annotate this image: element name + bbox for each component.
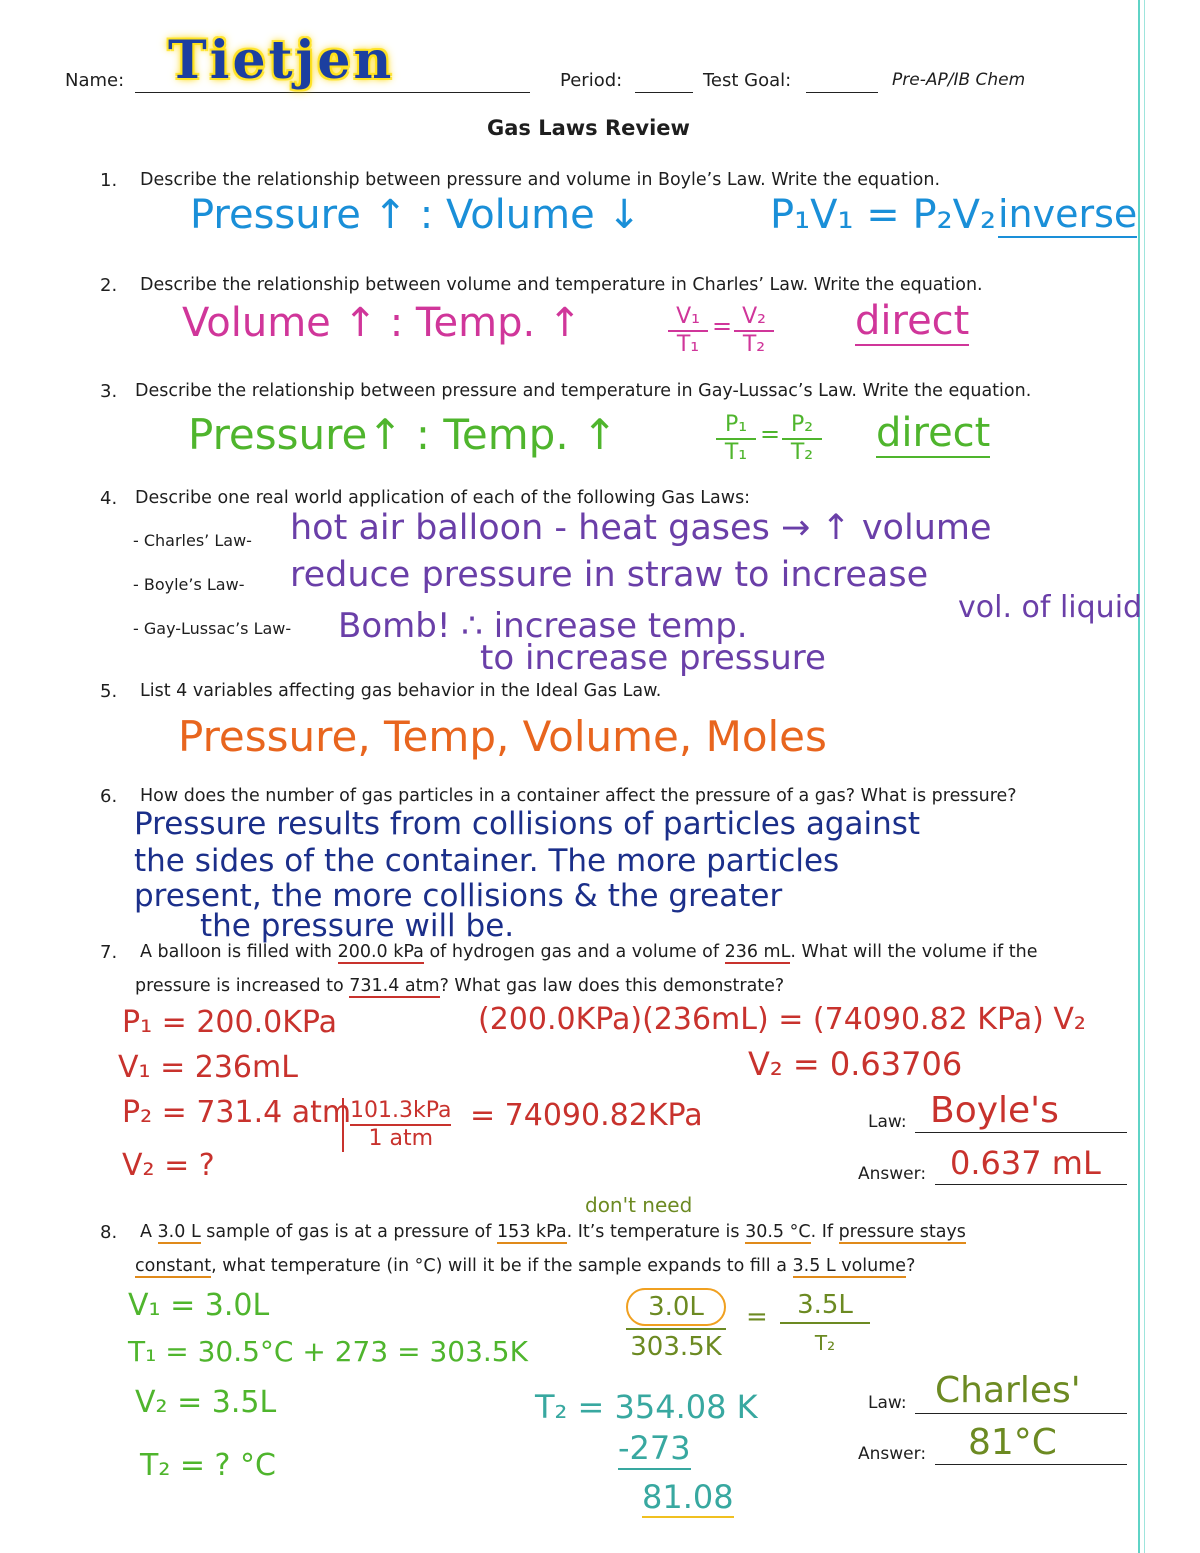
- q8-answer-value: 81°C: [968, 1422, 1057, 1463]
- q3-number: 3.: [100, 381, 118, 402]
- q2-text: Describe the relationship between volume and temperature in Charles’ Law. Write the equation.: [140, 275, 983, 295]
- q8-text: [140, 1222, 966, 1242]
- q8-equals: =: [746, 1302, 768, 1332]
- q4-boyle-answer-2: vol. of liquid: [958, 590, 1143, 625]
- q2-fraction-1: [668, 304, 708, 358]
- name-field[interactable]: [135, 92, 530, 93]
- q2-fraction-2: [734, 304, 774, 358]
- q7-work-line: P₁ = 200.0KPa: [122, 1005, 338, 1040]
- q7-atm: 731.4 atm: [349, 976, 440, 996]
- q8-minus: -273: [618, 1428, 691, 1470]
- q7-text-e: ? What gas law does this demonstrate?: [439, 976, 785, 996]
- q4-boyle-answer: reduce pressure in straw to increase: [290, 555, 929, 595]
- q7-text: [140, 942, 1037, 962]
- q7-law-field[interactable]: [915, 1132, 1127, 1133]
- q3-frac-num-1: P₁: [716, 412, 756, 440]
- q3-frac-den-2: T₂: [790, 440, 814, 465]
- q8-answer-field[interactable]: [935, 1464, 1127, 1465]
- period-label: Period:: [560, 70, 623, 91]
- q7-conv-result: = 74090.82KPa: [470, 1098, 703, 1133]
- q4-text: Describe one real world application of each of the following Gas Laws:: [135, 488, 751, 508]
- q7-law-value: Boyle's: [930, 1090, 1059, 1131]
- name-value: Tietjen: [168, 30, 395, 91]
- q7-work-right-2: V₂ = 0.63706: [748, 1045, 963, 1083]
- q8-frac-num-2: 3.5L: [780, 1288, 870, 1324]
- margin-line-2: [1144, 0, 1145, 1553]
- page-title: Gas Laws Review: [487, 116, 690, 140]
- q7-ml: 236 mL: [724, 942, 791, 962]
- q7-text-a: A balloon is filled with: [140, 942, 338, 962]
- q1-answer: Pressure ↑ : Volume ↓: [190, 192, 641, 238]
- q8-work-line: V₂ = 3.5L: [135, 1385, 277, 1420]
- q6-text: How does the number of gas particles in a container affect the pressure of a gas? What is pressure?: [140, 786, 1017, 806]
- name-label: Name:: [65, 70, 125, 91]
- q4-charles-label: - Charles’ Law-: [133, 531, 252, 550]
- q4-gay-answer: Bomb! ∴ increase temp.: [338, 606, 748, 646]
- q1-type: inverse: [998, 192, 1138, 236]
- q8-fraction-1: [626, 1288, 726, 1364]
- q8-text-a: A: [140, 1222, 158, 1242]
- test-goal-field[interactable]: [806, 92, 878, 93]
- q7-text-2: [135, 976, 784, 996]
- q8-number: 8.: [100, 1222, 118, 1243]
- q4-gay-label: - Gay-Lussac’s Law-: [133, 619, 292, 638]
- q8-vol1: 3.0 L: [157, 1222, 201, 1242]
- q8-text-f: ?: [906, 1256, 916, 1276]
- q1-number: 1.: [100, 170, 118, 191]
- q2-frac-num-1: V₁: [668, 304, 708, 332]
- q7-work-line: V₂ = ?: [122, 1148, 215, 1183]
- q2-answer: Volume ↑ : Temp. ↑: [182, 300, 582, 346]
- q3-type: direct: [876, 410, 991, 456]
- q8-note: don't need: [585, 1193, 693, 1217]
- q7-kpa: 200.0 kPa: [337, 942, 424, 962]
- q8-vol2: 3.5 L volume: [792, 1256, 907, 1276]
- q7-text-b: of hydrogen gas and a volume of: [423, 942, 725, 962]
- q2-equals: =: [712, 312, 733, 340]
- q7-answer-label: Answer:: [858, 1164, 927, 1184]
- q7-answer-value: 0.637 mL: [950, 1144, 1101, 1182]
- q7-text-d: pressure is increased to: [135, 976, 350, 996]
- q8-work-line: V₁ = 3.0L: [128, 1288, 270, 1323]
- q3-frac-den-1: T₁: [724, 440, 748, 465]
- q8-law-field[interactable]: [915, 1413, 1127, 1414]
- q8-work-line: T₁ = 30.5°C + 273 = 303.5K: [128, 1335, 528, 1368]
- q2-frac-num-2: V₂: [734, 304, 774, 332]
- q2-frac-den-1: T₁: [676, 332, 700, 357]
- q8-law-label: Law:: [868, 1393, 907, 1413]
- q8-work-line: T₂ = ? °C: [140, 1448, 276, 1483]
- q4-number: 4.: [100, 488, 118, 509]
- q2-frac-den-2: T₂: [742, 332, 766, 357]
- q5-number: 5.: [100, 681, 118, 702]
- q8-pressure: 153 kPa: [496, 1222, 567, 1242]
- q7-conv-top: 101.3kPa: [350, 1098, 451, 1126]
- q7-conv-bottom: 1 atm: [368, 1126, 433, 1151]
- q7-number: 7.: [100, 942, 118, 963]
- q1-text: Describe the relationship between pressure and volume in Boyle’s Law. Write the equation.: [140, 170, 941, 190]
- q3-fraction-2: [782, 412, 822, 466]
- q1-equation: P₁V₁ = P₂V₂: [770, 192, 997, 238]
- q4-boyle-label: - Boyle’s Law-: [133, 575, 245, 594]
- q7-conversion: [342, 1098, 451, 1152]
- q8-text-2: [135, 1256, 915, 1276]
- q8-frac-den-2: T₂: [814, 1331, 836, 1355]
- q7-answer-field[interactable]: [935, 1184, 1127, 1185]
- q6-answer-line: present, the more collisions & the greater: [134, 878, 783, 914]
- q8-frac-den-1: 303.5K: [626, 1328, 726, 1364]
- q3-frac-num-2: P₂: [782, 412, 822, 440]
- q6-answer-line: the pressure will be.: [200, 908, 515, 944]
- q3-equals: =: [760, 420, 781, 448]
- q8-result: 81.08: [642, 1478, 734, 1516]
- q8-text-c: . It’s temperature is: [566, 1222, 746, 1242]
- q6-answer-line: Pressure results from collisions of particles against: [134, 806, 921, 842]
- q5-answer: Pressure, Temp, Volume, Moles: [178, 712, 827, 761]
- q6-answer-line: the sides of the container. The more particles: [134, 843, 840, 879]
- q8-text-b: sample of gas is at a pressure of: [200, 1222, 497, 1242]
- period-field[interactable]: [635, 92, 693, 93]
- q4-gay-answer-2: to increase pressure: [480, 638, 826, 678]
- q7-text-c: . What will the volume if the: [790, 942, 1038, 962]
- q8-temp: 30.5 °C: [745, 1222, 811, 1242]
- q7-work-right-1: (200.0KPa)(236mL) = (74090.82 KPa) V₂: [478, 1002, 1086, 1037]
- q7-work-line: V₁ = 236mL: [118, 1050, 298, 1085]
- q8-fraction-2: [780, 1288, 870, 1360]
- margin-line: [1138, 0, 1140, 1553]
- q3-text: Describe the relationship between pressure and temperature in Gay-Lussac’s Law. Write the equation.: [135, 381, 1032, 401]
- q5-text: List 4 variables affecting gas behavior in the Ideal Gas Law.: [140, 681, 662, 701]
- q8-text-d: . If: [810, 1222, 839, 1242]
- q8-constant: constant: [135, 1256, 212, 1276]
- q8-t2-line: T₂ = 354.08 K: [535, 1388, 758, 1426]
- test-goal-label: Test Goal:: [703, 70, 792, 91]
- q4-charles-answer: hot air balloon - heat gases → ↑ volume: [290, 508, 992, 548]
- q2-number: 2.: [100, 275, 118, 296]
- q8-stays: pressure stays: [838, 1222, 966, 1242]
- course-label: Pre-AP/IB Chem: [892, 70, 1026, 90]
- q8-law-value: Charles': [935, 1370, 1081, 1411]
- q3-answer: Pressure↑ : Temp. ↑: [188, 410, 618, 459]
- q2-type: direct: [855, 298, 970, 344]
- q8-answer-label: Answer:: [858, 1444, 927, 1464]
- q7-law-label: Law:: [868, 1112, 907, 1132]
- q8-frac-num-1: 3.0L: [626, 1288, 726, 1326]
- q3-fraction-1: [716, 412, 756, 466]
- q6-number: 6.: [100, 786, 118, 807]
- q7-work-line: P₂ = 731.4 atm: [122, 1095, 352, 1130]
- q8-text-e: , what temperature (in °C) will it be if the sample expands to fill a: [211, 1256, 793, 1276]
